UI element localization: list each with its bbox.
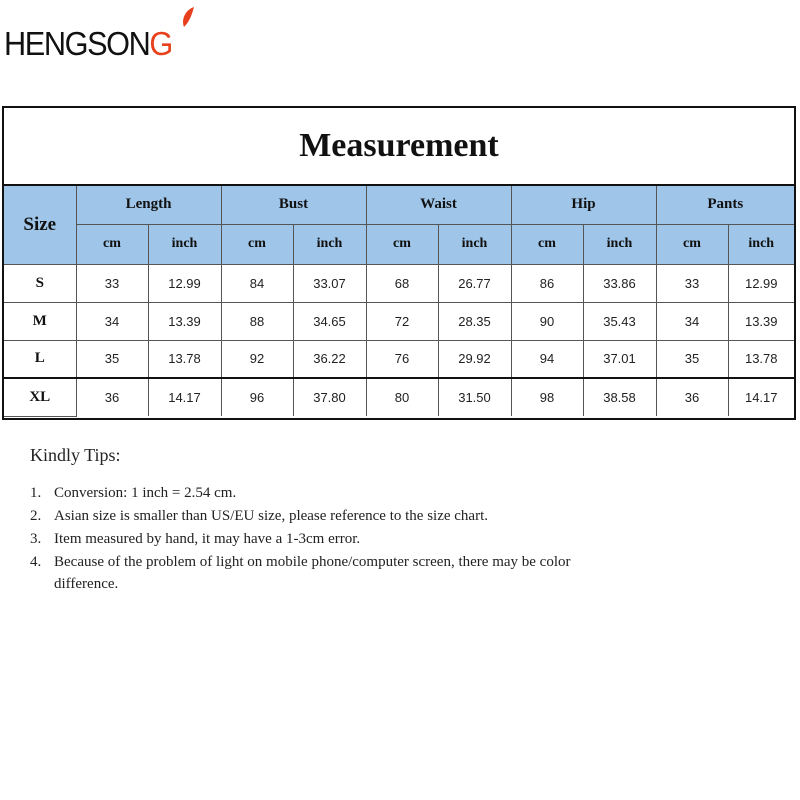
- column-header-pants: Pants: [656, 186, 794, 224]
- table-row-l: [4, 340, 794, 378]
- size-label: S: [4, 264, 76, 302]
- measurement-chart: [2, 106, 796, 420]
- table-cell: 37.80: [293, 378, 366, 416]
- table-cell: 31.50: [438, 378, 511, 416]
- table-cell: 34: [656, 302, 728, 340]
- table-cell: 36.22: [293, 340, 366, 378]
- table-cell: 37.01: [583, 340, 656, 378]
- leaf-icon: [180, 6, 196, 28]
- list-item: [30, 505, 770, 527]
- tips-list: [30, 482, 770, 595]
- table-cell: 80: [366, 378, 438, 416]
- table-row-s: [4, 264, 794, 302]
- table-cell: 26.77: [438, 264, 511, 302]
- list-item-text: Because of the problem of light on mobile phone/computer screen, there may be color difference.: [54, 554, 571, 592]
- table-cell: 12.99: [728, 264, 794, 302]
- table-cell: 33: [76, 264, 148, 302]
- table-cell: 13.78: [148, 340, 221, 378]
- column-header-waist: Waist: [366, 186, 511, 224]
- list-item-text: Conversion: 1 inch = 2.54 cm.: [54, 485, 237, 501]
- table-cell: 76: [366, 340, 438, 378]
- size-label: M: [4, 302, 76, 340]
- list-item-text: Asian size is smaller than US/EU size, please reference to the size chart.: [54, 508, 488, 524]
- unit-header: cm: [656, 224, 728, 264]
- unit-header: cm: [511, 224, 583, 264]
- unit-header: cm: [221, 224, 293, 264]
- size-label: L: [4, 340, 76, 378]
- column-header-bust: Bust: [221, 186, 366, 224]
- brand-name: [4, 22, 172, 66]
- table-cell: 36: [76, 378, 148, 416]
- list-item-number: 3.: [30, 531, 42, 547]
- list-item-number: 1.: [30, 485, 42, 501]
- size-label: XL: [4, 378, 76, 416]
- table-cell: 29.92: [438, 340, 511, 378]
- brand-name-last-letter: G: [149, 25, 172, 62]
- size-table: [4, 186, 794, 417]
- table-cell: 92: [221, 340, 293, 378]
- table-cell: 34.65: [293, 302, 366, 340]
- unit-header: inch: [293, 224, 366, 264]
- list-item: [30, 482, 770, 504]
- tips-section: [30, 444, 770, 596]
- unit-row: [4, 224, 794, 264]
- table-cell: 84: [221, 264, 293, 302]
- table-cell: 13.39: [728, 302, 794, 340]
- table-cell: 14.17: [728, 378, 794, 416]
- list-item: [30, 551, 770, 595]
- table-cell: 38.58: [583, 378, 656, 416]
- table-row-xl: [4, 378, 794, 416]
- table-cell: 14.17: [148, 378, 221, 416]
- table-cell: 33: [656, 264, 728, 302]
- table-cell: 12.99: [148, 264, 221, 302]
- table-cell: 88: [221, 302, 293, 340]
- table-cell: 35: [656, 340, 728, 378]
- brand-logo: [4, 22, 185, 66]
- unit-header: inch: [148, 224, 221, 264]
- table-cell: 13.39: [148, 302, 221, 340]
- list-item: [30, 528, 770, 550]
- table-cell: 90: [511, 302, 583, 340]
- list-item-text: Item measured by hand, it may have a 1-3cm error.: [54, 531, 361, 547]
- list-item-number: 4.: [30, 554, 42, 570]
- chart-title: Measurement: [4, 108, 794, 186]
- tips-title: Kindly Tips:: [30, 445, 121, 465]
- table-cell: 72: [366, 302, 438, 340]
- column-header-hip: Hip: [511, 186, 656, 224]
- table-cell: 13.78: [728, 340, 794, 378]
- unit-header: cm: [76, 224, 148, 264]
- brand-name-main: HENGSON: [4, 25, 150, 62]
- table-row-m: [4, 302, 794, 340]
- table-cell: 86: [511, 264, 583, 302]
- table-cell: 33.07: [293, 264, 366, 302]
- header-row: [4, 186, 794, 224]
- list-item-number: 2.: [30, 508, 42, 524]
- table-cell: 94: [511, 340, 583, 378]
- unit-header: cm: [366, 224, 438, 264]
- unit-header: inch: [583, 224, 656, 264]
- table-cell: 96: [221, 378, 293, 416]
- unit-header: inch: [728, 224, 794, 264]
- table-cell: 98: [511, 378, 583, 416]
- column-header-length: Length: [76, 186, 221, 224]
- table-cell: 35: [76, 340, 148, 378]
- table-cell: 34: [76, 302, 148, 340]
- table-cell: 36: [656, 378, 728, 416]
- table-cell: 33.86: [583, 264, 656, 302]
- table-cell: 28.35: [438, 302, 511, 340]
- table-cell: 68: [366, 264, 438, 302]
- table-cell: 35.43: [583, 302, 656, 340]
- size-column-header: Size: [4, 186, 76, 264]
- unit-header: inch: [438, 224, 511, 264]
